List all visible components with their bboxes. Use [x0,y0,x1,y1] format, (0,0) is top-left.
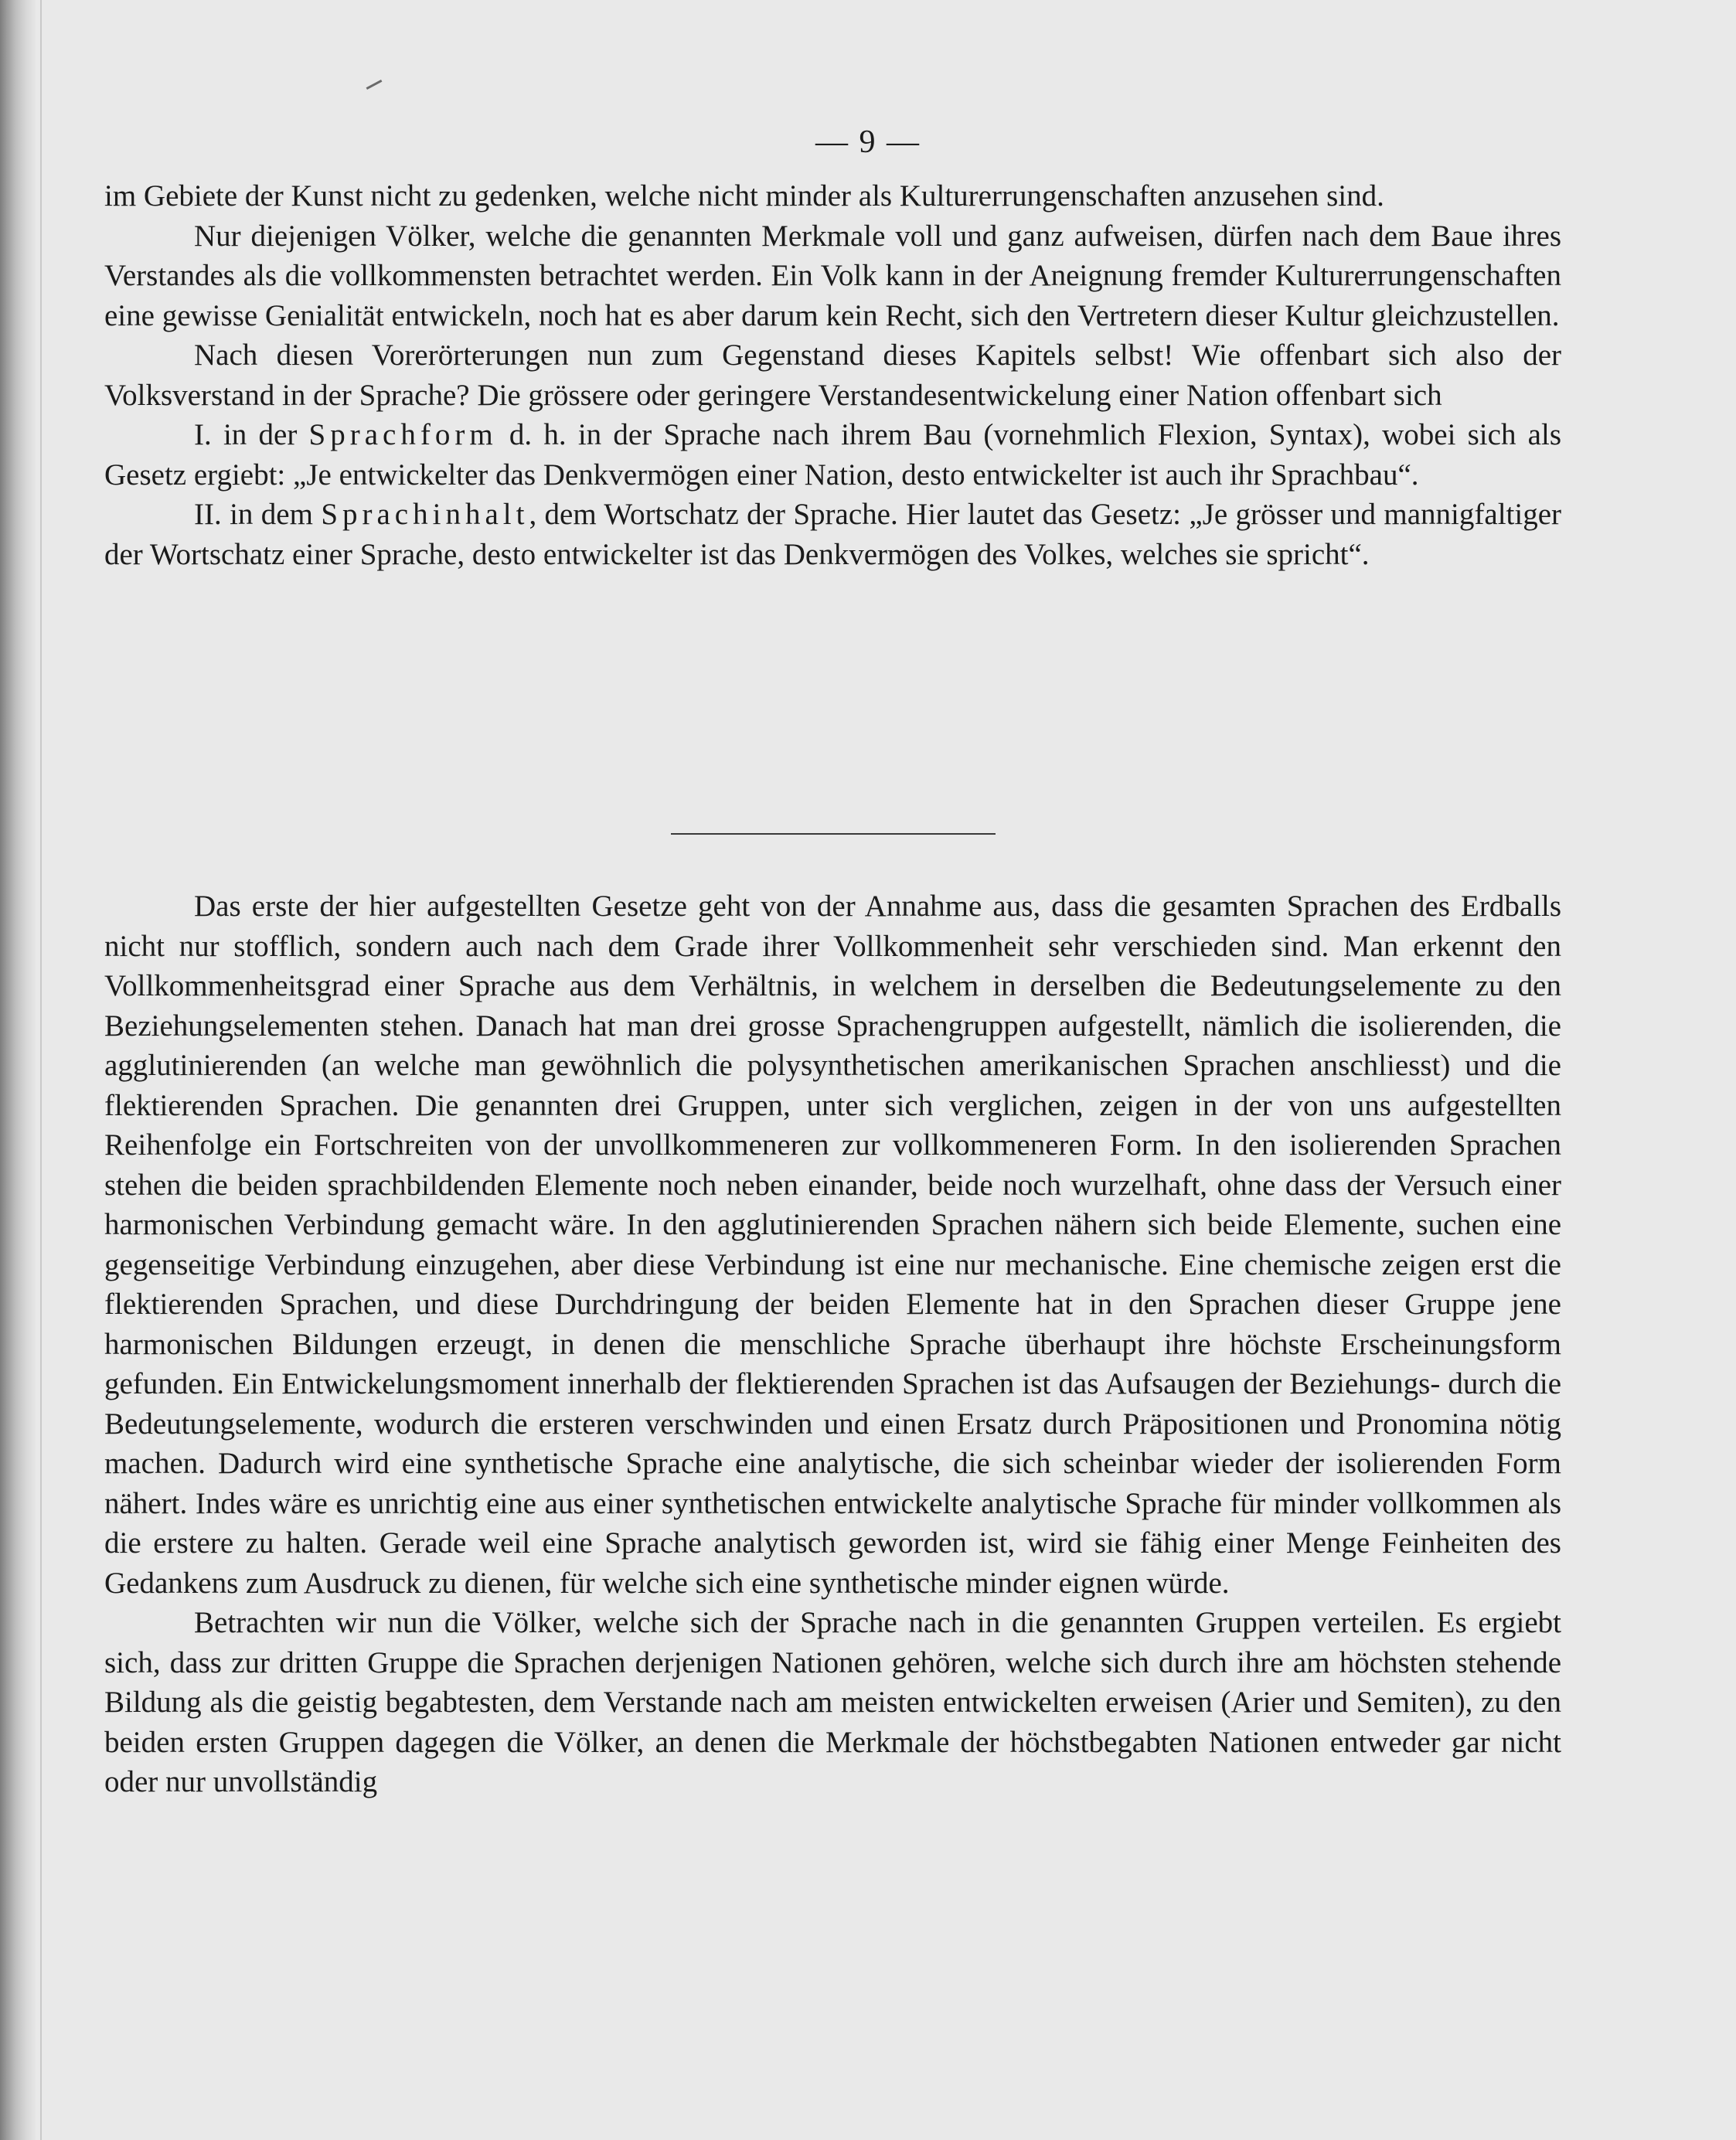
list-item-lead: I. in der [194,418,309,451]
page-binding-shadow [0,0,36,2140]
list-item-lead: II. in dem [194,498,322,531]
paragraph: Nach diesen Vorerörterungen nun zum Gegenstand dieses Kapitels selbst! Wie offenbart sich also der Volksverstand in der Sprache? Die grössere oder geringere Verstandesentwickelung einer Nation offenbart sich [104,339,1561,412]
section-divider [671,833,996,835]
emphasized-term: Sprachinhalt [321,498,529,531]
emphasized-term: Sprachform [308,418,498,451]
page-number: — 9 — [815,124,921,160]
bottom-text-section [104,886,1561,1802]
paragraph: Das erste der hier aufgestellten Gesetze geht von der Annahme aus, dass die gesamten Sprachen des Erdballs nicht nur stofflich, sondern auch nach dem Grade ihrer Vollkommenheit sehr verschieden sind. Man erkennt den Vollkommenheitsgrad einer Sprache aus dem Verhältnis, in welchem in derselben die Bedeutungselemente zu den Beziehungselementen stehen. Danach hat man drei grosse Sprachengruppen aufgestellt, nämlich die isolierenden, die agglutinierenden (an welche man gewöhnlich die polysynthetischen amerikanischen Sprachen anschliesst) und die flektierenden Sprachen. Die genannten drei Gruppen, unter sich verglichen, zeigen in der von uns aufgestellten Reihenfolge ein Fortschreiten von der unvollkommeneren zur vollkommeneren Form. In den isolierenden Sprachen stehen die beiden sprachbildenden Elemente noch neben einander, beide noch wurzelhaft, ohne dass der Versuch einer harmonischen Verbindung gemacht wäre. In den agglutinierenden Sprachen nähern sich beide Elemente, suchen eine gegenseitige Verbindung einzugehen, aber diese Verbindung ist eine nur mechanische. Eine chemische zeigen erst die flektierenden Sprachen, und diese Durchdringung der beiden Elemente hat in den Sprachen dieser Gruppe jene harmonischen Bildungen erzeugt, in denen die menschliche Sprache überhaupt ihre höchste Erscheinungsform gefunden. Ein Entwickelungsmoment innerhalb der flektierenden Sprachen ist das Aufsaugen der Beziehungs- durch die Bedeutungselemente, wodurch die ersteren verschwinden und einen Ersatz durch Präpositionen und Pronomina nötig machen. Dadurch wird eine synthetische Sprache eine analytische, die sich scheinbar wieder der isolierenden Form nähert. Indes wäre es unrichtig eine aus einer synthetischen entwickelte analytische Sprache für minder vollkommen als die erstere zu halten. Gerade weil eine Sprache analytisch geworden ist, wird sie fähig einer Menge Feinheiten des Gedankens zum Ausdruck zu dienen, für welche sich eine synthetische minder eignen würde. [104,890,1561,1600]
paragraph: Nur diejenigen Völker, welche die genannten Merkmale voll und ganz aufweisen, dürfen nach dem Baue ihres Verstandes als die vollkommensten betrachtet werden. Ein Volk kann in der Aneignung fremder Kulturerrungenschaften eine gewisse Genialität entwickeln, noch hat es aber darum kein Recht, sich den Vertretern dieser Kultur gleichzustellen. [104,219,1561,332]
paragraph-continuation: im Gebiete der Kunst nicht zu gedenken, welche nicht minder als Kulturerrungenschaften anzusehen sind. [104,179,1384,213]
page-fold-line [40,0,42,2140]
top-text-section [104,176,1561,574]
list-item-sprachinhalt [104,495,1561,574]
paragraph: Betrachten wir nun die Völker, welche sich der Sprache nach in die genannten Gruppen verteilen. Es ergiebt sich, dass zur dritten Gruppe die Sprachen derjenigen Nationen gehören, welche sich durch ihre am höchsten stehende Bildung als die geistig begabtesten, dem Verstande nach am meisten entwickelten erweisen (Arier und Semiten), zu den beiden ersten Gruppen dagegen die Völker, an denen die Merkmale der höchstbegabten Nationen entweder gar nicht oder nur unvollständig [104,1606,1561,1798]
list-item-sprachform [104,415,1561,495]
list-item-text: , dem Wortschatz der Sprache. Hier lautet das Gesetz: „Je grösser und mannigfaltiger der Wortschatz einer Sprache, desto entwickelter ist das Denkvermögen des Volkes, welches sie spricht“. [104,498,1561,571]
list-item-text: d. h. in der Sprache nach ihrem Bau (vornehmlich Flexion, Syntax), wobei sich als Gesetz ergiebt: „Je entwickelter das Denkvermögen einer Nation, desto entwickelter ist auch ihr Sprachbau“. [104,418,1561,492]
pencil-mark [366,80,383,90]
